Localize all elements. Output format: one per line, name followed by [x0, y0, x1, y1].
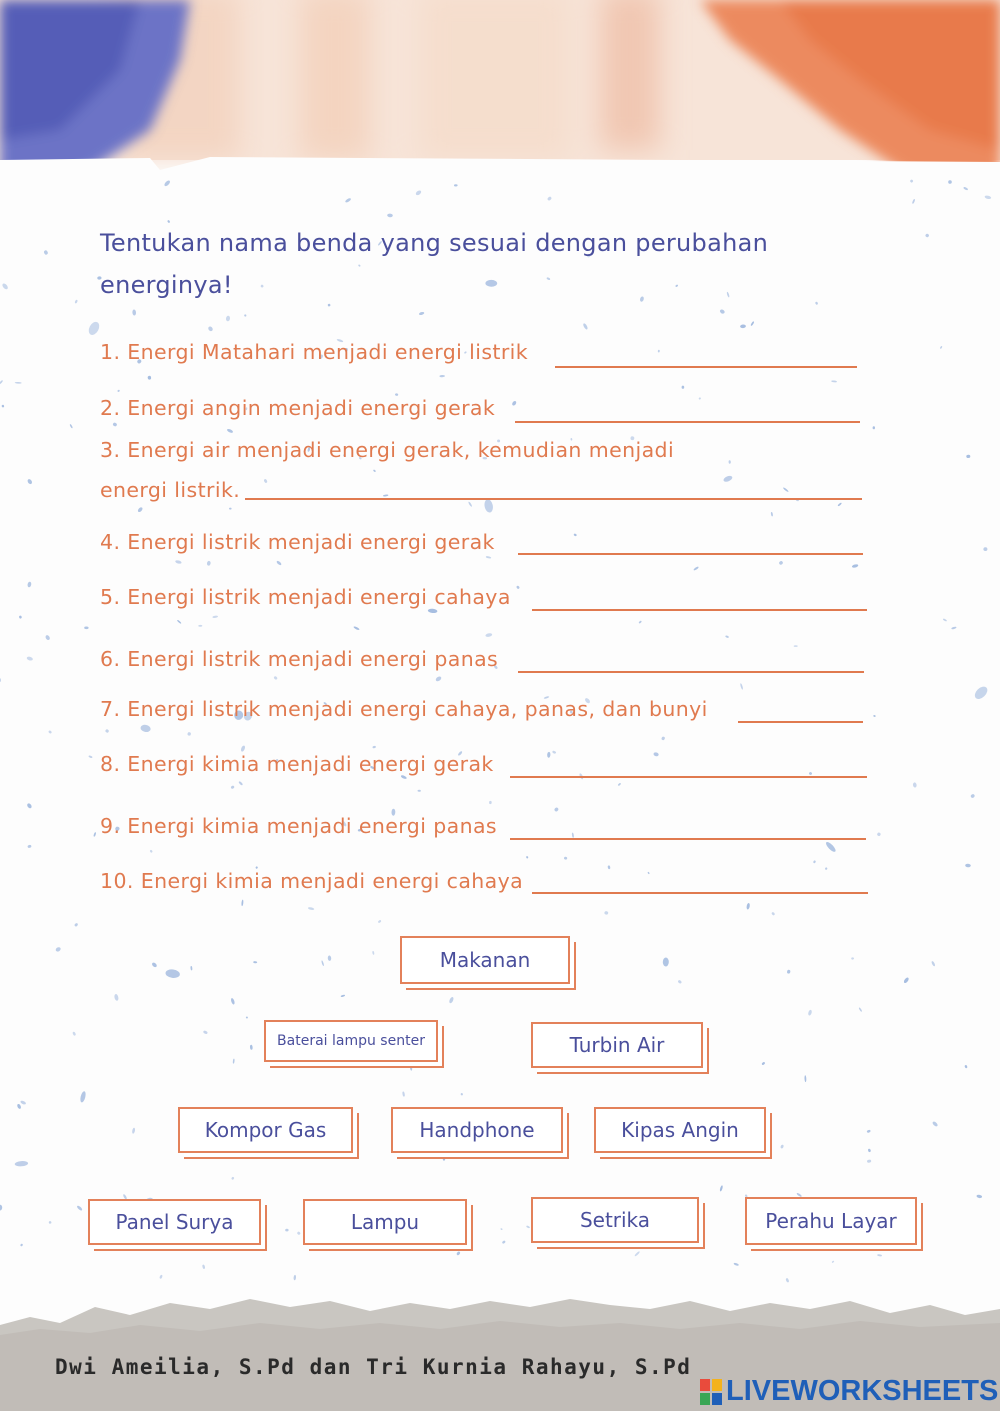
speckle-dot	[965, 864, 971, 868]
speckle-dot	[230, 998, 235, 1005]
speckle-dot	[353, 626, 360, 631]
speckle-dot	[868, 1148, 871, 1152]
speckle-dot	[93, 832, 96, 837]
speckle-dot	[372, 746, 376, 749]
option-handphone[interactable]: Handphone	[391, 1107, 563, 1153]
speckle-dot	[526, 1225, 530, 1228]
question-9	[100, 814, 497, 838]
answer-line-5[interactable]	[532, 609, 867, 611]
speckle-dot	[345, 197, 352, 203]
question-8-text: 8. Energi kimia menjadi energi gerak	[100, 752, 494, 776]
speckle-dot	[658, 350, 660, 353]
question-3-text: 3. Energi air menjadi energi gerak, kemudian menjadi	[100, 438, 675, 462]
speckle-dot	[582, 323, 588, 330]
speckle-dot	[516, 585, 520, 589]
speckle-dot	[910, 179, 914, 183]
speckle-dot	[454, 184, 458, 186]
speckle-dot	[825, 867, 828, 870]
speckle-dot	[48, 730, 52, 734]
speckle-dot	[419, 311, 425, 315]
speckle-dot	[750, 321, 754, 326]
speckle-dot	[132, 309, 136, 315]
speckle-dot	[84, 626, 88, 629]
speckle-dot	[198, 625, 202, 627]
speckle-dot	[973, 684, 990, 701]
speckle-dot	[74, 299, 78, 303]
speckle-dot	[460, 1093, 463, 1096]
speckle-dot	[794, 645, 798, 647]
speckle-dot	[618, 783, 622, 787]
speckle-dot	[244, 314, 246, 316]
speckle-dot	[761, 1061, 765, 1065]
speckle-dot	[402, 1091, 405, 1097]
speckle-dot	[202, 1264, 205, 1269]
speckle-dot	[778, 560, 783, 565]
speckle-dot	[417, 790, 421, 792]
speckle-dot	[725, 635, 729, 638]
speckle-dot	[27, 845, 31, 849]
option-turbin-air[interactable]: Turbin Air	[531, 1022, 703, 1068]
speckle-dot	[983, 547, 987, 551]
speckle-dot	[285, 1229, 288, 1232]
speckle-dot	[341, 994, 346, 997]
speckle-dot	[387, 213, 393, 217]
speckle-dot	[486, 556, 492, 559]
speckle-dot	[913, 782, 918, 788]
speckle-dot	[27, 478, 33, 485]
speckle-dot	[175, 560, 182, 565]
speckle-dot	[783, 487, 789, 492]
answer-line-9[interactable]	[510, 838, 866, 840]
speckle-dot	[554, 807, 559, 812]
speckle-dot	[0, 678, 1, 682]
speckle-dot	[435, 676, 442, 683]
speckle-dot	[415, 189, 422, 196]
speckle-dot	[485, 633, 492, 638]
speckle-dot	[238, 781, 243, 786]
speckle-dot	[526, 856, 529, 859]
speckle-dot	[831, 1260, 834, 1263]
speckle-dot	[547, 196, 552, 201]
speckle-dot	[328, 955, 332, 961]
speckle-dot	[809, 772, 813, 776]
speckle-dot	[785, 1278, 789, 1283]
speckle-dot	[140, 724, 151, 733]
question-1-text: 1. Energi Matahari menjadi energi listrik	[100, 340, 529, 364]
speckle-dot	[112, 422, 117, 427]
question-4	[100, 530, 495, 554]
speckle-dot	[976, 1194, 982, 1198]
speckle-dot	[740, 683, 744, 690]
speckle-dot	[43, 250, 48, 256]
speckle-dot	[511, 400, 517, 406]
speckle-dot	[873, 715, 876, 717]
question-7-text: 7. Energi listrik menjadi energi cahaya, panas, dan bunyi	[100, 697, 708, 721]
speckle-dot	[0, 1205, 2, 1211]
liveworksheets-brand: LIVEWORKSHEETS	[726, 1375, 999, 1407]
speckle-dot	[984, 195, 991, 200]
speckle-dot	[912, 199, 916, 204]
question-3-cont	[100, 478, 240, 502]
answer-line-10[interactable]	[532, 892, 868, 894]
speckle-dot	[867, 1159, 872, 1163]
option-perahu-layar[interactable]: Perahu Layar	[745, 1197, 917, 1245]
speckle-dot	[0, 380, 3, 385]
speckle-dot	[780, 1144, 784, 1148]
speckle-dot	[940, 346, 943, 349]
speckle-dot	[373, 469, 376, 472]
question-5-text: 5. Energi listrik menjadi energi cahaya	[100, 585, 511, 609]
speckle-dot	[804, 1075, 806, 1082]
speckle-dot	[165, 969, 180, 979]
speckle-dot	[877, 1254, 882, 1257]
speckle-dot	[147, 376, 151, 380]
option-lampu[interactable]: Lampu	[303, 1199, 467, 1245]
speckle-dot	[159, 1275, 163, 1280]
speckle-dot	[661, 736, 665, 741]
liveworksheets-logo[interactable]	[700, 1375, 998, 1408]
author-credit: Dwi Ameilia, S.Pd dan Tri Kurnia Rahayu, S.Pd	[55, 1355, 692, 1379]
speckle-dot	[378, 920, 382, 924]
speckle-dot	[27, 581, 32, 587]
option-makanan[interactable]: Makanan	[400, 936, 570, 984]
instruction-text: Tentukan nama benda yang sesuai dengan perubahan energinya!	[100, 229, 769, 299]
speckle-dot	[825, 841, 837, 854]
speckle-dot	[245, 1016, 248, 1019]
speckle-dot	[502, 1240, 506, 1244]
speckle-dot	[787, 969, 791, 973]
speckle-dot	[207, 561, 211, 566]
speckle-dot	[137, 506, 143, 512]
speckle-dot	[877, 832, 882, 837]
speckle-dot	[677, 980, 682, 985]
question-2-text: 2. Energi angin menjadi energi gerak	[100, 396, 496, 420]
option-setrika[interactable]: Setrika	[531, 1197, 699, 1243]
speckle-dot	[230, 785, 234, 789]
speckle-dot	[808, 1009, 813, 1015]
speckle-dot	[573, 533, 577, 536]
speckle-dot	[547, 752, 551, 758]
speckle-dot	[105, 729, 110, 734]
speckle-dot	[771, 512, 774, 517]
speckle-dot	[76, 1205, 83, 1211]
speckle-dot	[308, 907, 315, 911]
question-8	[100, 752, 494, 776]
speckle-dot	[443, 1158, 446, 1160]
speckle-dot	[925, 233, 930, 238]
option-panel-surya[interactable]: Panel Surya	[88, 1199, 261, 1245]
answer-line-8[interactable]	[510, 776, 867, 778]
speckle-dot	[740, 324, 746, 328]
speckle-dot	[15, 382, 22, 384]
speckle-dot	[963, 187, 968, 191]
speckle-dot	[653, 752, 659, 757]
speckle-dot	[273, 676, 278, 680]
question-2	[100, 396, 495, 420]
speckle-dot	[88, 755, 92, 758]
speckle-dot	[26, 656, 33, 661]
speckle-dot	[837, 502, 842, 506]
speckle-dot	[226, 428, 233, 433]
speckle-dot	[151, 962, 157, 968]
speckle-dot	[190, 966, 192, 971]
speckle-dot	[852, 564, 859, 568]
speckle-dot	[932, 1121, 939, 1128]
speckle-dot	[634, 1251, 640, 1257]
speckle-dot	[943, 618, 948, 622]
speckle-dot	[117, 389, 120, 392]
speckle-dot	[552, 750, 556, 754]
speckle-dot	[250, 1045, 253, 1050]
speckle-dot	[439, 375, 445, 377]
speckle-dot	[212, 615, 218, 618]
speckle-dot	[229, 508, 232, 510]
speckle-dot	[409, 1064, 412, 1071]
speckle-dot	[931, 961, 936, 967]
question-3	[100, 438, 674, 462]
speckle-dot	[575, 1244, 581, 1247]
answer-line-4[interactable]	[518, 553, 863, 555]
speckle-dot	[858, 1007, 862, 1012]
speckle-dot	[293, 1275, 296, 1281]
question-5	[100, 585, 511, 609]
speckle-dot	[263, 479, 267, 484]
speckle-dot	[45, 634, 51, 640]
answer-line-2[interactable]	[515, 421, 860, 423]
speckle-dot	[132, 1127, 136, 1133]
speckle-dot	[72, 1031, 76, 1036]
speckle-dot	[604, 911, 609, 915]
speckle-dot	[231, 1176, 235, 1180]
speckle-dot	[74, 923, 78, 928]
speckle-dot	[294, 1062, 298, 1067]
speckle-dot	[428, 608, 438, 613]
speckle-dot	[948, 180, 952, 184]
speckle-dot	[150, 850, 153, 854]
answer-line-7[interactable]	[738, 721, 863, 723]
speckle-dot	[448, 996, 454, 1003]
speckle-dot	[468, 501, 473, 507]
speckle-dot	[693, 566, 699, 571]
speckle-dot	[321, 960, 324, 966]
speckle-dot	[233, 1059, 235, 1064]
speckle-dot	[253, 961, 257, 963]
speckle-dot	[663, 957, 669, 966]
speckle-dot	[698, 397, 701, 400]
speckle-dot	[903, 977, 910, 984]
speckle-dot	[964, 1065, 967, 1069]
speckle-dot	[15, 1161, 29, 1167]
speckle-dot	[203, 1030, 208, 1034]
speckle-dot	[500, 1228, 503, 1230]
speckle-dot	[55, 946, 62, 952]
speckle-dot	[719, 1185, 723, 1192]
speckle-dot	[456, 1251, 461, 1256]
speckle-dot	[69, 424, 73, 429]
speckle-dot	[79, 1091, 86, 1103]
speckle-dot	[19, 615, 22, 619]
speckle-dot	[966, 455, 970, 459]
option-kipas-angin[interactable]: Kipas Angin	[594, 1107, 766, 1153]
speckle-dot	[207, 326, 213, 332]
speckle-dot	[916, 1240, 923, 1246]
speckle-dot	[372, 951, 374, 955]
speckle-dot	[873, 426, 876, 429]
answer-line-6[interactable]	[518, 671, 864, 673]
speckle-dot	[951, 626, 957, 629]
speckle-dot	[87, 320, 102, 337]
speckle-dot	[483, 499, 494, 514]
question-9-text: 9. Energi kimia menjadi energi panas	[100, 814, 498, 838]
speckle-dot	[187, 732, 191, 736]
speckle-dot	[114, 994, 119, 1001]
speckle-dot	[719, 309, 725, 315]
speckle-dot	[226, 315, 231, 321]
speckle-dot	[647, 872, 650, 875]
speckle-dot	[851, 957, 854, 960]
option-baterai-lampu-senter[interactable]: Baterai lampu senter	[264, 1020, 438, 1062]
speckle-dot	[746, 903, 750, 910]
question-6-text: 6. Energi listrik menjadi energi panas	[100, 647, 499, 671]
speckle-dot	[20, 1243, 23, 1246]
speckle-dot	[607, 865, 610, 869]
speckle-dot	[177, 620, 182, 624]
speckle-dot	[49, 1221, 52, 1224]
speckle-dot	[17, 1103, 22, 1109]
answer-line-1[interactable]	[555, 366, 857, 368]
question-3-text-2: energi listrik.	[100, 478, 241, 502]
speckle-dot	[489, 801, 492, 804]
speckle-dot	[564, 856, 568, 860]
speckle-dot	[241, 900, 243, 907]
speckle-dot	[723, 475, 734, 483]
speckle-dot	[20, 1100, 27, 1105]
speckle-dot	[866, 1129, 871, 1133]
question-4-text: 4. Energi listrik menjadi energi gerak	[100, 530, 495, 554]
option-kompor-gas[interactable]: Kompor Gas	[178, 1107, 353, 1153]
speckle-dot	[771, 912, 775, 916]
speckle-dot	[26, 802, 32, 809]
question-7	[100, 697, 708, 721]
speckle-dot	[831, 380, 837, 382]
speckle-dot	[813, 860, 816, 864]
speckle-dot	[163, 180, 170, 187]
question-1	[100, 340, 528, 364]
question-10	[100, 869, 523, 893]
speckle-dot	[733, 1262, 739, 1266]
speckle-dot	[1, 283, 9, 291]
question-6	[100, 647, 498, 671]
speckle-dot	[638, 620, 642, 623]
liveworksheets-mark-icon	[700, 1379, 722, 1405]
speckle-dot	[728, 460, 730, 464]
speckle-dot	[1, 405, 4, 408]
question-10-text: 10. Energi kimia menjadi energi cahaya	[100, 869, 524, 893]
speckle-dot	[276, 560, 282, 566]
speckle-dot	[383, 494, 389, 496]
answer-line-3[interactable]	[245, 498, 862, 500]
speckle-dot	[970, 793, 975, 798]
speckle-dot	[297, 1231, 301, 1235]
speckle-dot	[682, 386, 685, 389]
